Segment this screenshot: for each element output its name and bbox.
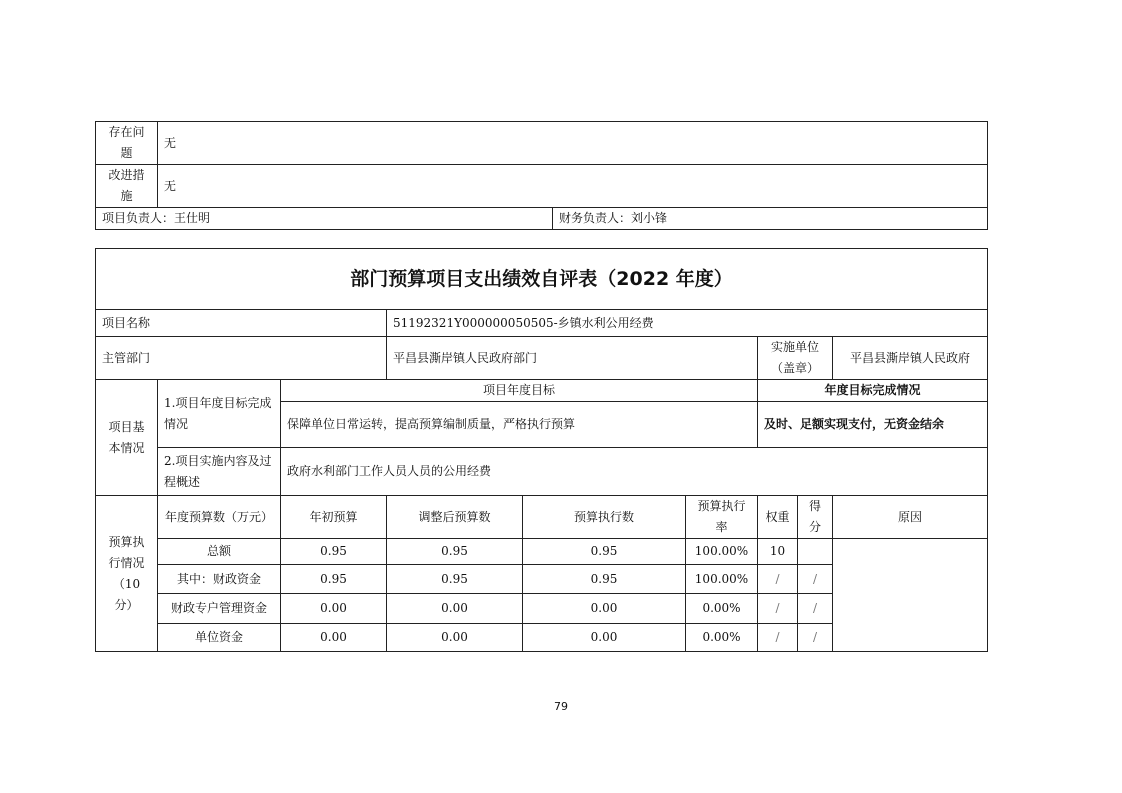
dept-value: 平昌县澌岸镇人民政府部门 [387, 337, 758, 380]
target-label-line2: 情况 [164, 416, 189, 431]
issues-value: 无 [158, 122, 988, 165]
header-weight: 权重 [758, 496, 798, 539]
summary-table [95, 121, 988, 230]
row-adjusted: 0.95 [387, 539, 523, 565]
completion-header: 年度目标完成情况 [758, 380, 988, 402]
performance-form [95, 248, 988, 652]
basic-info-label-line2: 本情况 [108, 440, 145, 455]
header-executed: 预算执行数 [523, 496, 686, 539]
project-lead: 项目负责人：王仕明 [96, 208, 553, 230]
basic-info-label [96, 380, 158, 496]
row-rate: 0.00% [686, 624, 758, 652]
row-initial: 0.95 [281, 565, 387, 594]
row-executed: 0.00 [523, 594, 686, 624]
impl-unit-value: 平昌县澌岸镇人民政府 [833, 337, 988, 380]
row-rate: 100.00% [686, 539, 758, 565]
row-weight: / [758, 565, 798, 594]
improvement-label-line2: 施 [120, 189, 133, 203]
row-executed: 0.95 [523, 539, 686, 565]
row-score [798, 539, 833, 565]
exec-label-line1: 预算执 [108, 534, 145, 549]
exec-label-line2: 行情况 [108, 555, 145, 570]
row-name: 单位资金 [158, 624, 281, 652]
row-score: / [798, 565, 833, 594]
header-adjusted: 调整后预算数 [387, 496, 523, 539]
header-rate-line1: 预算执行 [697, 499, 746, 513]
row-executed: 0.95 [523, 565, 686, 594]
row-weight: / [758, 624, 798, 652]
target-label [158, 380, 281, 448]
finance-lead: 财务负责人：刘小锋 [553, 208, 988, 230]
content-value: 政府水利部门工作人员人员的公用经费 [281, 448, 988, 496]
header-score-line2: 分 [808, 520, 821, 534]
row-name: 其中：财政资金 [158, 565, 281, 594]
annual-goal: 保障单位日常运转，提高预算编制质量，严格执行预算 [281, 402, 758, 448]
header-rate-line2: 率 [715, 520, 728, 534]
row-adjusted: 0.95 [387, 565, 523, 594]
target-label-line1: 1.项目年度目标完成 [164, 395, 272, 410]
row-score: / [798, 624, 833, 652]
annual-goal-header: 项目年度目标 [281, 380, 758, 402]
exec-label-line3: （10 分） [112, 576, 141, 612]
row-initial: 0.00 [281, 594, 387, 624]
row-initial: 0.95 [281, 539, 387, 565]
improvement-label [96, 165, 158, 208]
row-weight: / [758, 594, 798, 624]
exec-label [96, 496, 158, 652]
page-number: 79 [554, 700, 568, 713]
row-adjusted: 0.00 [387, 594, 523, 624]
impl-unit-label-line2: （盖章） [770, 361, 819, 375]
impl-unit-label-line1: 实施单位 [770, 340, 819, 354]
issues-label [96, 122, 158, 165]
issues-label-line2: 题 [120, 146, 133, 160]
header-score-line1: 得 [808, 499, 821, 513]
header-score [798, 496, 833, 539]
row-rate: 0.00% [686, 594, 758, 624]
dept-label: 主管部门 [96, 337, 387, 380]
improvement-value: 无 [158, 165, 988, 208]
basic-info-label-line1: 项目基 [108, 419, 145, 434]
form-title: 部门预算项目支出绩效自评表（2022 年度） [96, 249, 988, 310]
reason-value [833, 539, 988, 652]
project-name-label: 项目名称 [96, 310, 387, 337]
content-label-line2: 程概述 [164, 474, 201, 489]
content-label [158, 448, 281, 496]
row-executed: 0.00 [523, 624, 686, 652]
improvement-label-line1: 改进措 [108, 168, 145, 182]
row-score: / [798, 594, 833, 624]
header-reason: 原因 [833, 496, 988, 539]
header-rate [686, 496, 758, 539]
row-weight: 10 [758, 539, 798, 565]
header-initial: 年初预算 [281, 496, 387, 539]
row-adjusted: 0.00 [387, 624, 523, 652]
row-name: 总额 [158, 539, 281, 565]
completion: 及时、足额实现支付，无资金结余 [758, 402, 988, 448]
row-name: 财政专户管理资金 [158, 594, 281, 624]
row-initial: 0.00 [281, 624, 387, 652]
table-row [96, 539, 988, 565]
project-name: 51192321Y000000050505-乡镇水利公用经费 [387, 310, 988, 337]
impl-unit-label [758, 337, 833, 380]
header-budget-unit: 年度预算数（万元） [158, 496, 281, 539]
issues-label-line1: 存在问 [108, 125, 145, 139]
row-rate: 100.00% [686, 565, 758, 594]
content-label-line1: 2.项目实施内容及过 [164, 453, 272, 468]
